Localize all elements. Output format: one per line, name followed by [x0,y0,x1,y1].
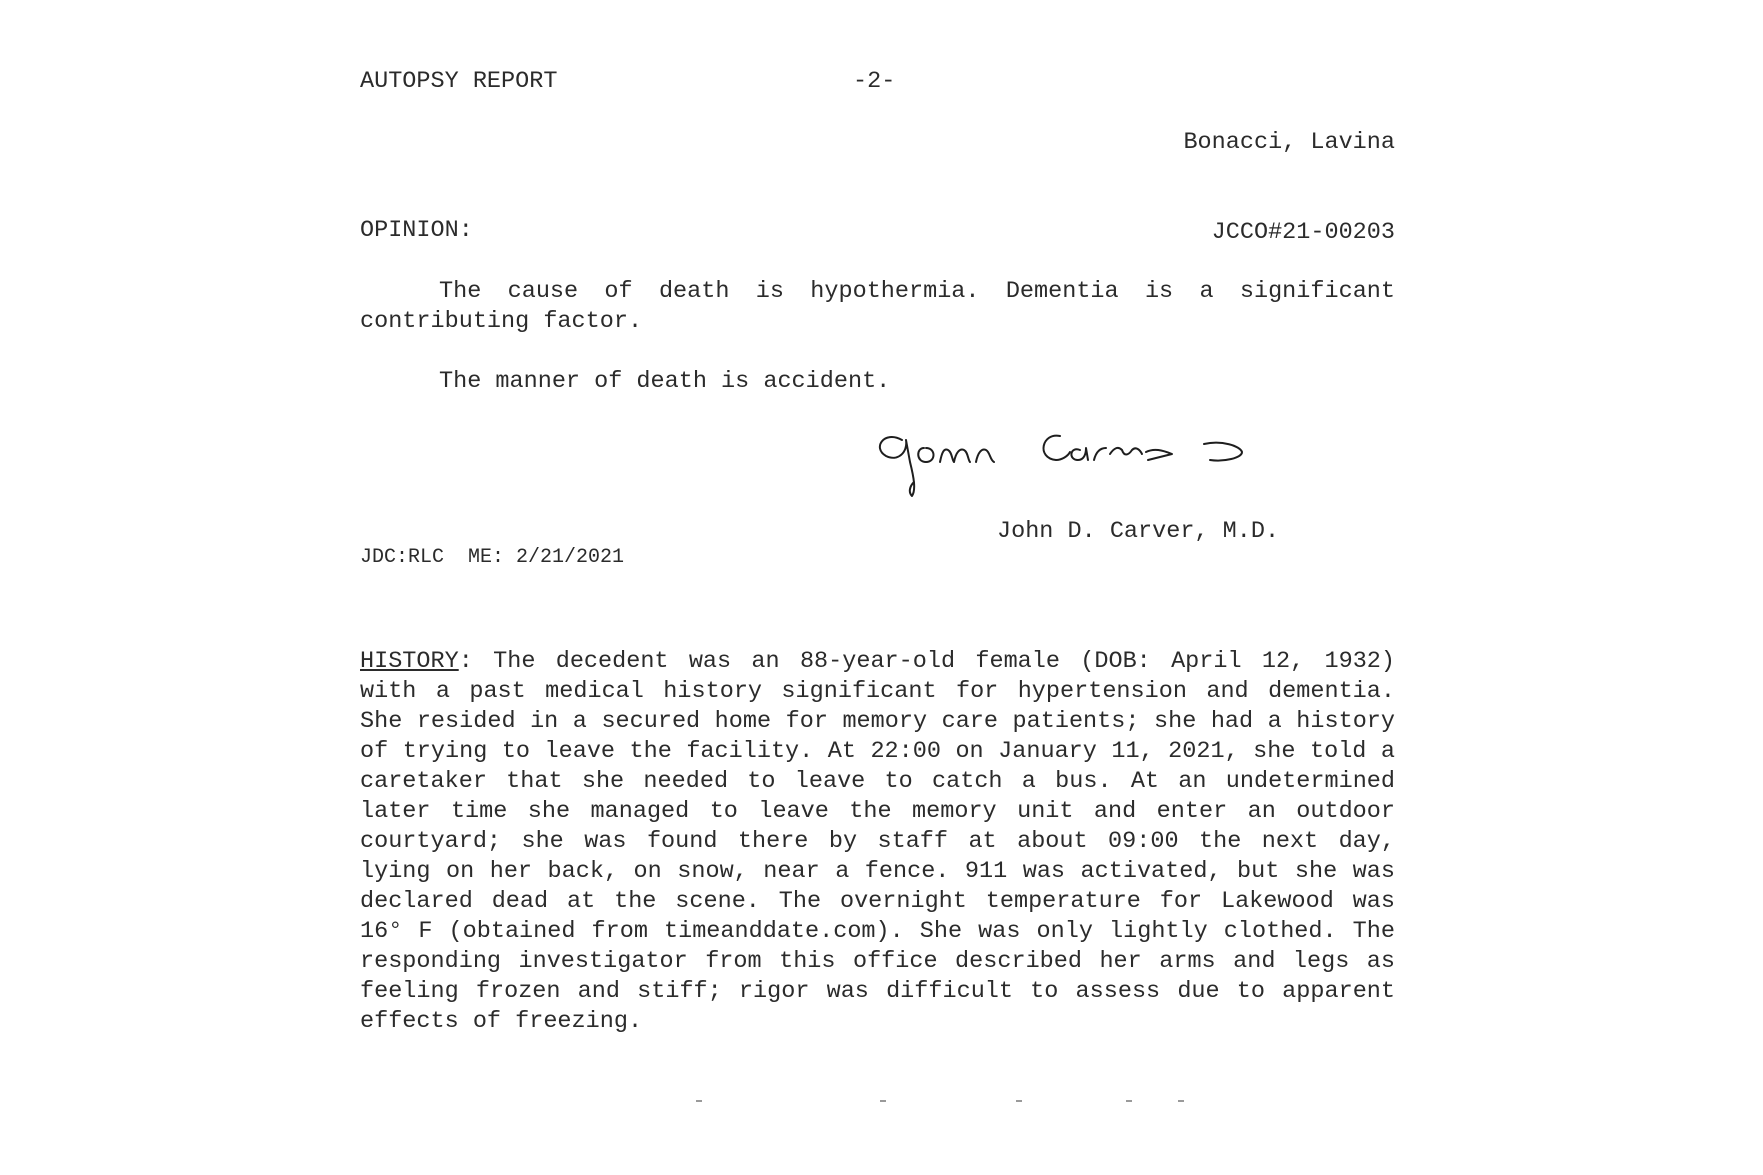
edge-mark [1016,1100,1022,1102]
cause-of-death-text: The cause of death is hypothermia. Dementia is a significant contributing factor. [360,278,1395,335]
handwritten-signature [872,418,1292,498]
opinion-manner-paragraph [360,367,1395,397]
edge-mark [880,1100,886,1102]
page-number: -2- [853,68,896,95]
history-section [360,647,1395,1037]
initials-line: JDC:RLC ME: 2/21/2021 [360,546,625,569]
history-text: : The decedent was an 88-year-old female (DOB: April 12, 1932) with a past medical history significant for hypertension and dementia. She resided in a secured home for memory care patients; she had a history of trying to leave the facility. At 22:00 on January 11, 2021, she told a caretaker that she needed to leave to catch a bus. At an undetermined later time she managed to leave the memory unit and enter an outdoor courtyard; she was found there by staff at about 09:00 the next day, lying on her back, on snow, near a fence. 911 was activated, but she was declared dead at the scene. The overnight temperature for Lakewood was 16° F (obtained from timeanddate.com). She was only lightly clothed. The responding investigator from this office described her arms and legs as feeling frozen and stiff; rigor was difficult to assess due to apparent effects of freezing. [360,648,1395,1035]
edge-mark [1178,1100,1184,1102]
case-number: JCCO#21-00203 [1211,219,1395,246]
manner-of-death-text: The manner of death is accident. [439,368,891,395]
edge-mark [696,1100,702,1102]
opinion-heading: OPINION: [360,217,473,244]
history-label: HISTORY [360,648,459,675]
case-info [1183,68,1395,278]
edge-mark [1126,1100,1132,1102]
report-title: AUTOPSY REPORT [360,68,558,95]
page-edge-marks [690,1100,1210,1104]
decedent-name: Bonacci, Lavina [1183,129,1395,156]
opinion-cause-paragraph [360,277,1395,337]
signer-name: John D. Carver, M.D. [997,518,1280,545]
